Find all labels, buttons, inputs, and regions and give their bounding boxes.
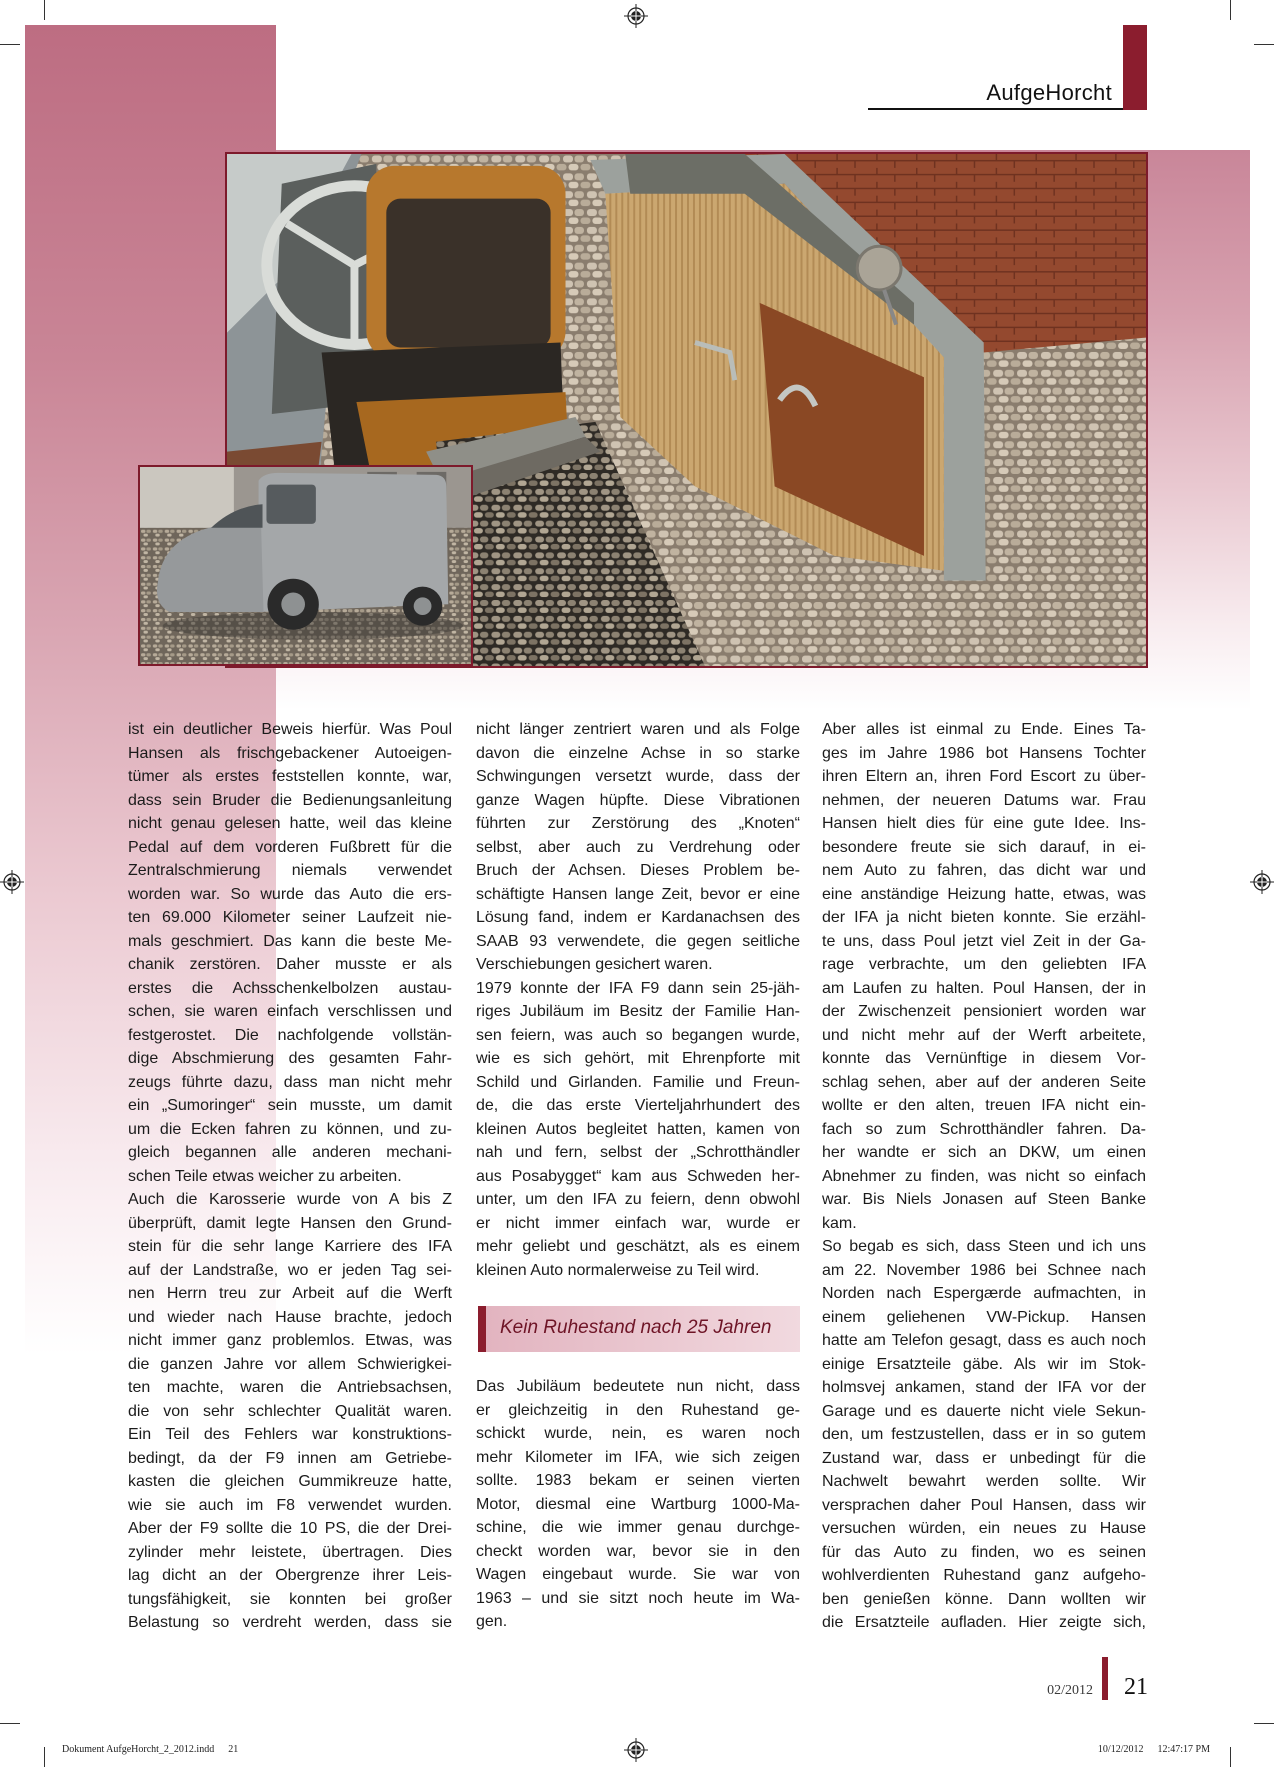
text-line: auf der Landstraße, wo er jeden Tag sei-: [128, 1261, 452, 1279]
text-line: schickt wurde, nein, es waren noch: [476, 1425, 800, 1442]
crop-mark: [0, 1723, 20, 1724]
text-line: ben genießen könne. Dann wollten wir: [822, 1590, 1146, 1608]
text-line: Verschiebungen gesichert waren.: [476, 956, 713, 973]
paragraph: [822, 718, 1146, 1235]
text-line: mehr geliebt und geschätzt, als es einem: [476, 1238, 800, 1255]
print-slug-file: [62, 1744, 238, 1755]
text-line: den, um festzustellen, dass er in so gutem: [822, 1426, 1146, 1443]
text-line: konnte das Vernünftige in diesem Vor-: [822, 1050, 1146, 1067]
text-line: Hansen als frischgebackener Autoeigen-: [128, 744, 452, 762]
text-line: festgerostet. Die nachfolgende vollstän-: [128, 1026, 452, 1044]
text-line: checkt worden war, bevor sie in den: [476, 1542, 800, 1560]
text-line: eine anständige Heizung hatte, etwas, was: [822, 885, 1146, 903]
text-line: Schild und Girlanden. Familie und Freun-: [476, 1073, 800, 1091]
text-line: rage verbrachte, um den geliebten IFA: [822, 956, 1146, 973]
text-line: um die Ecken fahren zu können, und zu-: [128, 1120, 452, 1138]
text-line: riges Jubiläum im Besitz der Familie Han-: [476, 1003, 800, 1020]
print-slug-timestamp: [1098, 1744, 1210, 1755]
text-line: die Ersatzteile aufladen. Hier zeigte sich,: [822, 1614, 1146, 1631]
text-column-2: [476, 718, 800, 1282]
text-line: gleich begannen alle anderen mechani-: [128, 1144, 452, 1161]
text-line: So begab es sich, dass Steen und ich uns: [822, 1238, 1146, 1255]
text-line: Lösung fand, indem er Kardanachsen des: [476, 909, 800, 926]
text-line: unter, um den IFA zu feiern, denn obwohl: [476, 1191, 800, 1208]
text-line: mehr Kilometer im IFA, wie sich zeigen: [476, 1448, 800, 1466]
text-line: Hansen hielt dies für eine gute Idee. Ins-: [822, 815, 1146, 832]
text-line: ges im Jahre 1986 bot Hansens Tochter: [822, 744, 1146, 762]
text-line: ihren Eltern an, ihren Ford Escort zu über-: [822, 768, 1146, 785]
inset-photo-image: [140, 467, 471, 664]
text-line: schlag sehen, aber auf der anderen Seite: [822, 1073, 1146, 1091]
text-line: lag dicht an der Obergrenze ihrer Leis-: [128, 1567, 452, 1584]
text-line: her wandte er sich an DKW, um einen: [822, 1144, 1146, 1161]
text-line: Zustand war, dass er unbedingt für die: [822, 1449, 1146, 1467]
text-line: Aber alles ist einmal zu Ende. Eines Ta-: [822, 721, 1146, 738]
text-line: Nachwelt bewahrt werden sollte. Wir: [822, 1473, 1146, 1490]
text-line: erstes die Achsschenkelbolzen austau-: [128, 979, 452, 997]
crop-mark: [1230, 1747, 1231, 1767]
text-line: führten zur Zerstörung des „Knoten“: [476, 815, 800, 832]
paragraph: [476, 718, 800, 977]
text-line: kleinen Autos begleitet hatten, kamen von: [476, 1120, 800, 1138]
text-line: ist ein deutlicher Beweis hierfür. Was Poul: [128, 721, 452, 738]
section-underline: [868, 108, 1123, 110]
text-line: holmsvej ankamen, stand der IFA vor der: [822, 1379, 1146, 1396]
text-line: bedingt, da der F9 innen am Getriebe-: [128, 1449, 452, 1467]
subheading-accent-bar: [478, 1306, 486, 1352]
text-line: Das Jubiläum bedeutete nun nicht, dass: [476, 1378, 800, 1395]
text-line: te uns, dass Poul jetzt viel Zeit in der Ga-: [822, 932, 1146, 950]
text-line: ten 69.000 Kilometer seiner Laufzeit nie-: [128, 909, 452, 926]
text-line: schen Teile etwas weicher zu arbeiten.: [128, 1167, 402, 1185]
text-line: wie sie auch im F8 verwendet wurden.: [128, 1496, 452, 1514]
text-line: nicht länger zentriert waren und als Folge: [476, 721, 800, 738]
text-line: versprachen daher Poul Hansen, dass wir: [822, 1496, 1146, 1514]
paragraph: [128, 1188, 452, 1635]
page-number: 21: [1124, 1674, 1148, 1700]
text-line: tümer als erstes feststellen konnte, war,: [128, 768, 452, 785]
text-line: Abnehmer zu finden, was nicht so einfach: [822, 1167, 1146, 1185]
text-line: die von sehr schlechter Qualität waren.: [128, 1402, 452, 1420]
text-line: zylinder mehr leistete, übertragen. Dies: [128, 1543, 452, 1561]
text-line: Ein Teil des Fehlers war konstruktions-: [128, 1426, 452, 1443]
text-line: Aber der F9 sollte die 10 PS, die der Drei-: [128, 1520, 452, 1537]
text-line: Belastung so verdreht werden, dass sie: [128, 1614, 452, 1631]
paragraph: [476, 1375, 800, 1634]
section-title: AufgeHorcht: [986, 80, 1112, 105]
text-line: Motor, diesmal eine Wartburg 1000-Ma-: [476, 1495, 800, 1513]
text-line: fach so zum Schrotthändler fahren. Da-: [822, 1120, 1146, 1138]
text-line: nehmen, der neueren Datums war. Frau: [822, 791, 1146, 809]
text-line: er gleichzeitig in den Ruhestand ge-: [476, 1401, 800, 1419]
text-line: mals geschmiert. Das kann die beste Me-: [128, 932, 452, 950]
text-line: für das Auto zu finden, wo es seinen: [822, 1543, 1146, 1561]
text-line: selbst, aber auch zu Verdrehung oder: [476, 838, 800, 856]
text-line: wohlverdienten Ruhestand ganz aufgeho-: [822, 1567, 1146, 1584]
text-line: dige Abschmierung des gesamten Fahr-: [128, 1050, 452, 1067]
text-line: worden war. So wurde das Auto die ers-: [128, 885, 452, 903]
text-line: schen, sie waren einfach verschlissen und: [128, 1003, 452, 1020]
text-line: war. Bis Niels Jonasen auf Steen Banke: [822, 1191, 1146, 1208]
text-line: chanik zerstören. Daher musste er als: [128, 956, 452, 973]
text-line: und nicht mehr auf der Werft arbeitete,: [822, 1026, 1146, 1044]
text-line: tungsfähigkeit, sie konnten bei großer: [128, 1590, 452, 1608]
subheading-box: [478, 1306, 800, 1352]
text-line: SAAB 93 verwendete, die gegen seitliche: [476, 932, 800, 950]
text-line: kasten die gleichen Gummikreuze hatte,: [128, 1473, 452, 1490]
paragraph: [822, 1235, 1146, 1635]
text-line: der IFA ja nicht bieten konnte. Sie erzähl-: [822, 909, 1146, 926]
text-column-1: [128, 718, 452, 1635]
crop-mark: [0, 44, 20, 45]
text-line: nen Herrn treu zur Arbeit auf die Werft: [128, 1285, 452, 1302]
slug-filename: Dokument AufgeHorcht_2_2012.indd: [62, 1744, 215, 1755]
text-line: Pedal auf dem vorderen Fußbrett für die: [128, 838, 452, 856]
text-line: Bruch der Achsen. Dieses Problem be-: [476, 862, 800, 879]
text-line: ein „Sumoringer“ sein musste, um damit: [128, 1097, 452, 1114]
slug-date: 10/12/2012: [1097, 1744, 1144, 1755]
text-line: aus Posabygget“ kam aus Schweden her-: [476, 1167, 800, 1185]
text-column-2-continued: [476, 1375, 800, 1634]
subheading: Kein Ruhestand nach 25 Jahren: [500, 1317, 772, 1338]
crop-mark: [1254, 44, 1274, 45]
footer-accent-bar: [1102, 1657, 1108, 1700]
text-line: sollte. 1983 bekam er seinen vierten: [476, 1472, 800, 1489]
inset-photo: [138, 465, 473, 666]
text-line: einige Ersatzteile gäbe. Als wir im Stok-: [822, 1355, 1146, 1373]
text-line: Norden nach Espergærde aufmachten, in: [822, 1285, 1146, 1302]
text-line: Wagen eingebaut wurde. Sie war von: [476, 1566, 800, 1583]
slug-page: 21: [228, 1744, 239, 1755]
text-line: schäftigte Hansen lange Zeit, bevor er eine: [476, 885, 800, 903]
crop-mark: [44, 0, 45, 20]
text-line: Auch die Karosserie wurde von A bis Z: [128, 1191, 452, 1208]
text-line: die ganzen Jahre vor allem Schwierigkei-: [128, 1355, 452, 1373]
text-line: hatte am Telefon gesagt, dass es auch noch: [822, 1332, 1146, 1349]
text-line: kleinen Auto normalerweise zu Teil wird.: [476, 1261, 760, 1279]
text-line: dass sein Bruder die Bedienungsanleitung: [128, 791, 452, 809]
registration-mark-icon: [624, 4, 648, 28]
text-line: de, die das erste Vierteljahrhundert des: [476, 1097, 800, 1114]
text-line: schine, die wie immer genau durchge-: [476, 1519, 800, 1536]
text-line: und wieder nach Hause brachte, jedoch: [128, 1308, 452, 1326]
text-line: 1963 – und sie sitzt noch heute im Wa-: [476, 1589, 800, 1607]
text-line: Garage und es dauerte nicht viele Sekun-: [822, 1402, 1146, 1420]
text-line: gen.: [476, 1613, 508, 1630]
crop-mark: [44, 1747, 45, 1767]
registration-mark-icon: [624, 1738, 648, 1762]
crop-mark: [1230, 0, 1231, 20]
text-line: davon die einzelne Achse in so starke: [476, 744, 800, 762]
text-line: sen feiern, was auch so begangen wurde,: [476, 1026, 800, 1044]
paragraph: [128, 718, 452, 1188]
text-line: am 22. November 1986 bei Schnee nach: [822, 1261, 1146, 1279]
crop-mark: [1254, 1723, 1274, 1724]
text-line: überprüft, damit legte Hansen den Grund-: [128, 1214, 452, 1232]
section-accent-bar: [1123, 25, 1147, 110]
text-line: er nicht immer einfach war, wurde er: [476, 1214, 800, 1232]
slug-time: 12:47:17 PM: [1157, 1744, 1210, 1755]
text-line: Schwingungen versetzt wurde, dass der: [476, 768, 800, 785]
text-line: nem Auto zu fahren, das dicht war und: [822, 862, 1146, 879]
text-line: nicht immer ganz problemlos. Etwas, was: [128, 1332, 452, 1349]
text-line: stein für die sehr lange Karriere des IFA: [128, 1238, 452, 1255]
registration-mark-icon: [1250, 870, 1274, 894]
text-line: 1979 konnte der IFA F9 dann sein 25-jäh-: [476, 979, 800, 997]
text-line: nicht genau gelesen hatte, weil das kleine: [128, 815, 452, 832]
text-line: ganze Wagen hüpfte. Diese Vibrationen: [476, 791, 800, 809]
text-line: kam.: [822, 1214, 857, 1232]
text-line: ten machte, waren die Antriebsachsen,: [128, 1379, 452, 1396]
text-line: versuchen würden, ein neues zu Hause: [822, 1520, 1146, 1537]
text-line: besondere freute sie sich darauf, in ei-: [822, 838, 1146, 856]
text-line: am Laufen zu halten. Poul Hansen, der in: [822, 979, 1146, 997]
text-line: zeugs führte dazu, dass man nicht mehr: [128, 1073, 452, 1091]
text-line: wollte er den alten, treuen IFA nicht ein-: [822, 1097, 1146, 1114]
text-line: Zentralschmierung niemals verwendet: [128, 862, 452, 879]
text-line: nah und fern, selbst der „Schrotthändler: [476, 1144, 800, 1161]
text-line: der Zwischenzeit pensioniert worden war: [822, 1003, 1146, 1020]
issue-label: 02/2012: [1047, 1683, 1093, 1698]
paragraph: [476, 977, 800, 1283]
text-line: einem geliehenen VW-Pickup. Hansen: [822, 1308, 1146, 1326]
text-line: wie es sich gehört, mit Ehrenpforte mit: [476, 1050, 800, 1067]
registration-mark-icon: [0, 870, 24, 894]
text-column-3: [822, 718, 1146, 1635]
